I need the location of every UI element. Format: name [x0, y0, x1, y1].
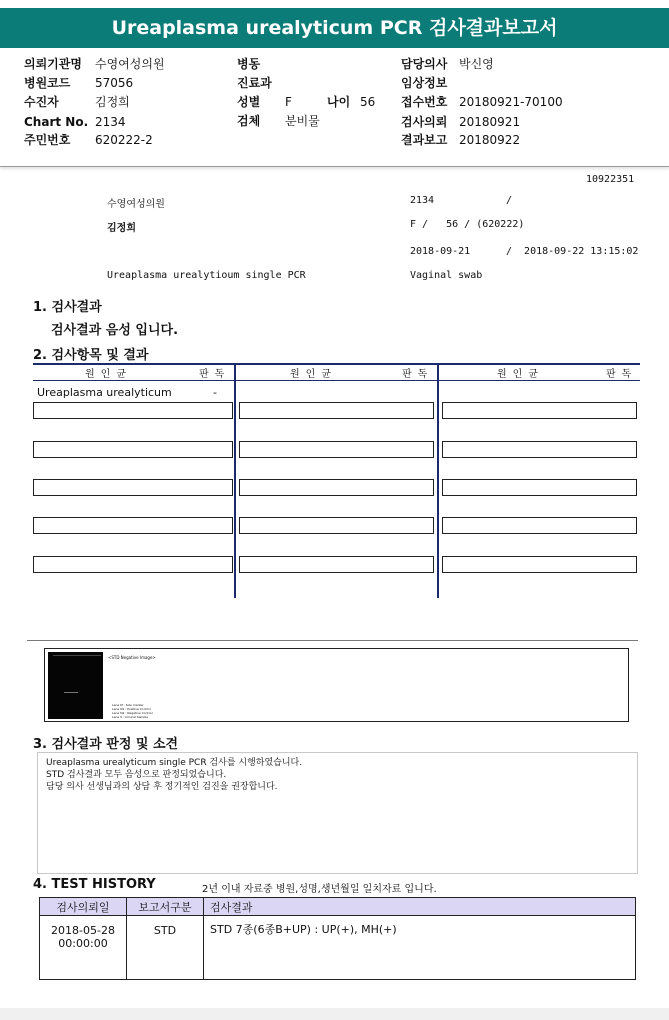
age-value: 56	[360, 95, 376, 109]
result-box	[239, 441, 434, 458]
receipt-value: 20180921-70100	[459, 95, 563, 109]
patient-label: 수진자	[24, 95, 59, 109]
col-pathogen-header: 원인균	[290, 369, 337, 380]
ward-label: 병동	[237, 57, 261, 71]
result-box	[33, 517, 233, 534]
col-pathogen-header: 원인균	[85, 369, 132, 380]
gel-legend-item: Lane M : Size marker	[112, 703, 144, 707]
sex-label: 성별	[237, 95, 261, 109]
info-report-datetime: / 2018-09-22 13:15:02	[506, 246, 639, 257]
result-box	[239, 402, 434, 419]
history-col-date: 검사의뢰일	[40, 898, 127, 916]
document-number: 10922351	[586, 174, 635, 185]
sex-value: F	[285, 95, 292, 109]
gel-legend-item: Lane S : Clinical Sample	[112, 715, 149, 719]
gel-legend-item: Lane N1 : Positive Control	[112, 707, 151, 711]
info-patient: 김정희	[107, 223, 136, 234]
doctor-label: 담당의사	[401, 57, 448, 71]
history-table	[39, 897, 636, 980]
result-box	[442, 479, 637, 496]
col-judgement-header: 판독	[606, 369, 638, 380]
doctor-value: 박신영	[459, 57, 494, 71]
section2-title: 2. 검사항목 및 결과	[33, 348, 149, 363]
result-box	[33, 402, 233, 419]
specimen-label: 검체	[237, 114, 261, 128]
findings-box	[37, 752, 638, 874]
result-box	[33, 441, 233, 458]
table-row	[40, 916, 636, 980]
gel-band	[64, 692, 78, 693]
section1-result: 검사결과 음성 입니다.	[51, 323, 179, 338]
gel-image	[48, 652, 103, 719]
hospital-value: 수영여성의원	[95, 57, 165, 71]
info-test-name: Ureaplasma urealytioum single PCR	[107, 270, 306, 281]
result-box	[239, 479, 434, 496]
history-header-row	[40, 898, 636, 916]
info-sex-age: F / 56 / (620222)	[410, 219, 525, 230]
receipt-label: 접수번호	[401, 95, 448, 109]
rrn-value: 620222-2	[95, 133, 153, 147]
info-chart: 2134	[410, 195, 435, 206]
col-judgement-header: 판독	[199, 369, 231, 380]
report-title: Ureaplasma urealyticum PCR 검사결과보고서	[0, 8, 669, 48]
result-box	[33, 556, 233, 573]
info-slash: /	[506, 195, 513, 206]
history-type: STD	[127, 916, 204, 980]
history-col-type: 보고서구분	[127, 898, 204, 916]
info-request-date: 2018-09-21	[410, 246, 471, 257]
finding-line: Ureaplasma urealyticum single PCR 검사를 시행하였습니다.	[46, 758, 303, 768]
report-label: 결과보고	[401, 133, 448, 147]
dept-label: 진료과	[237, 76, 272, 90]
history-result: STD 7종(6종B+UP) : UP(+), MH(+)	[204, 916, 636, 980]
rrn-label: 주민번호	[24, 133, 71, 147]
section1-title: 1. 검사결과	[33, 300, 102, 315]
result-box	[239, 517, 434, 534]
section4-title: 4. TEST HISTORY	[33, 877, 156, 892]
col-pathogen-header: 원인균	[497, 369, 544, 380]
chart-label: Chart No.	[24, 115, 89, 129]
request-label: 검사의뢰	[401, 115, 448, 129]
clinical-label: 임상정보	[401, 76, 448, 90]
info-specimen: Vaginal swab	[410, 270, 483, 281]
column-divider	[437, 365, 439, 598]
header-block	[0, 48, 669, 167]
result-box	[442, 556, 637, 573]
column-divider	[234, 365, 236, 598]
history-col-result: 검사결과	[204, 898, 636, 916]
report-value: 20180922	[459, 133, 521, 147]
finding-line: 담당 의사 선생님과의 상담 후 정기적인 검진을 권장합니다.	[46, 782, 278, 792]
result-item-value: -	[213, 386, 217, 399]
code-value: 57056	[95, 76, 134, 90]
page-footer-band	[0, 1008, 669, 1020]
result-box	[239, 556, 434, 573]
patient-value: 김정희	[95, 95, 130, 109]
chart-value: 2134	[95, 115, 126, 129]
gel-well-row	[53, 655, 101, 656]
finding-line: STD 검사결과 모두 음성으로 판정되었습니다.	[46, 770, 227, 780]
request-value: 20180921	[459, 115, 521, 129]
specimen-value: 분비물	[285, 114, 320, 128]
section3-title: 3. 검사결과 판정 및 소견	[33, 737, 179, 752]
gel-legend-item: Lane N2 : Negative Control	[112, 711, 153, 715]
gel-legend	[112, 703, 153, 719]
info-hospital: 수영여성의원	[107, 199, 165, 210]
history-time: 00:00:00	[58, 937, 108, 950]
result-box	[442, 441, 637, 458]
history-date-cell	[40, 916, 127, 980]
result-box	[33, 479, 233, 496]
age-label: 나이	[327, 95, 351, 109]
result-box	[442, 517, 637, 534]
result-box	[442, 402, 637, 419]
gel-caption: <STD Negative Image>	[108, 655, 156, 660]
section4-note: 2년 이내 자료중 병원,성명,생년월일 일치자료 입니다.	[202, 884, 437, 895]
code-label: 병원코드	[24, 76, 71, 90]
hospital-label: 의뢰기관명	[24, 57, 82, 71]
history-date: 2018-05-28	[51, 924, 115, 937]
section-divider	[27, 640, 638, 641]
col-judgement-header: 판독	[402, 369, 434, 380]
gel-image-panel	[44, 648, 629, 722]
result-item-name: Ureaplasma urealyticum	[37, 386, 172, 399]
